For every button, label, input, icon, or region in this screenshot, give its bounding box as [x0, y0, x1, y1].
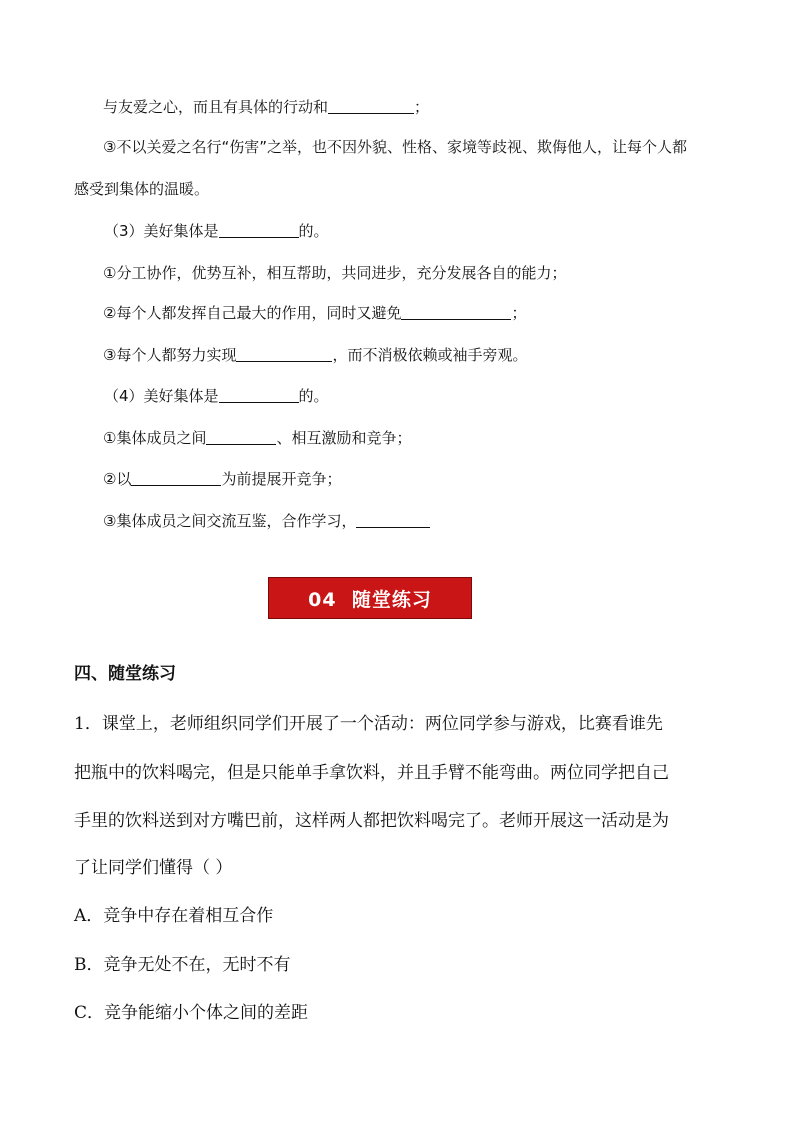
- note-line-4: [104, 221, 329, 241]
- fill-blank[interactable]: [131, 471, 221, 486]
- note-line-2: [103, 137, 687, 157]
- note-text: ①集体成员之间: [103, 429, 207, 447]
- option-c[interactable]: C．竞争能缩小个体之间的差距: [74, 1003, 309, 1023]
- note-line-6: [103, 303, 526, 323]
- note-text: 为前提展开竞争；: [221, 470, 342, 488]
- fill-blank[interactable]: [219, 223, 299, 238]
- note-line-7: [103, 345, 527, 365]
- fill-blank[interactable]: [219, 388, 299, 403]
- note-text: 感受到集体的温暖。: [74, 180, 210, 198]
- note-text: ③每个人都努力实现: [103, 346, 237, 364]
- section-banner-label: 04 随堂练习: [308, 588, 432, 611]
- note-line-3: [74, 179, 209, 199]
- fill-blank[interactable]: [356, 513, 430, 528]
- option-a[interactable]: A．竞争中存在着相互合作: [74, 906, 274, 926]
- note-text: （4）美好集体是: [104, 387, 219, 405]
- note-text: （3）美好集体是: [104, 222, 219, 240]
- question-line-2: 把瓶中的饮料喝完，但是只能单手拿饮料，并且手臂不能弯曲。两位同学把自己: [74, 763, 669, 783]
- note-text: ；: [414, 98, 430, 116]
- note-line-1: [103, 97, 429, 117]
- note-text: ；: [511, 304, 527, 322]
- note-text: ③不以关爱之名行“伤害”之举，也不因外貌、性格、家境等歧视、欺侮他人，让每个人都: [103, 138, 687, 156]
- note-line-8: [104, 386, 329, 406]
- fill-blank[interactable]: [401, 305, 511, 320]
- fill-blank[interactable]: [328, 99, 414, 114]
- note-line-5: [103, 263, 566, 283]
- question-line-3: 手里的饮料送到对方嘴巴前，这样两人都把饮料喝完了。老师开展这一活动是为: [74, 811, 669, 831]
- note-line-9: [103, 428, 411, 448]
- note-text: 与友爱之心，而且有具体的行动和: [103, 98, 329, 116]
- fill-blank[interactable]: [236, 347, 332, 362]
- note-text: ，而不消极依赖或袖手旁观。: [332, 346, 528, 364]
- option-b[interactable]: B．竞争无处不在，无时不有: [74, 955, 291, 975]
- fill-blank[interactable]: [206, 430, 276, 445]
- note-text: ①分工协作，优势互补，相互帮助，共同进步，充分发展各自的能力；: [103, 264, 567, 282]
- note-text: ③集体成员之间交流互鉴，合作学习，: [103, 512, 357, 530]
- note-text: 的。: [298, 387, 329, 405]
- note-text: 、相互激励和竞争；: [276, 429, 412, 447]
- note-line-10: [103, 469, 341, 489]
- note-line-11: [103, 511, 430, 531]
- note-text: 的。: [298, 222, 329, 240]
- note-text: ②以: [103, 470, 132, 488]
- note-text: ②每个人都发挥自己最大的作用，同时又避免: [103, 304, 402, 322]
- section-banner: [268, 577, 472, 619]
- question-line-4: 了让同学们懂得（ ）: [74, 858, 233, 878]
- section-heading: 四、随堂练习: [74, 664, 176, 684]
- question-line-1: 1．课堂上，老师组织同学们开展了一个活动：两位同学参与游戏，比赛看谁先: [74, 714, 663, 734]
